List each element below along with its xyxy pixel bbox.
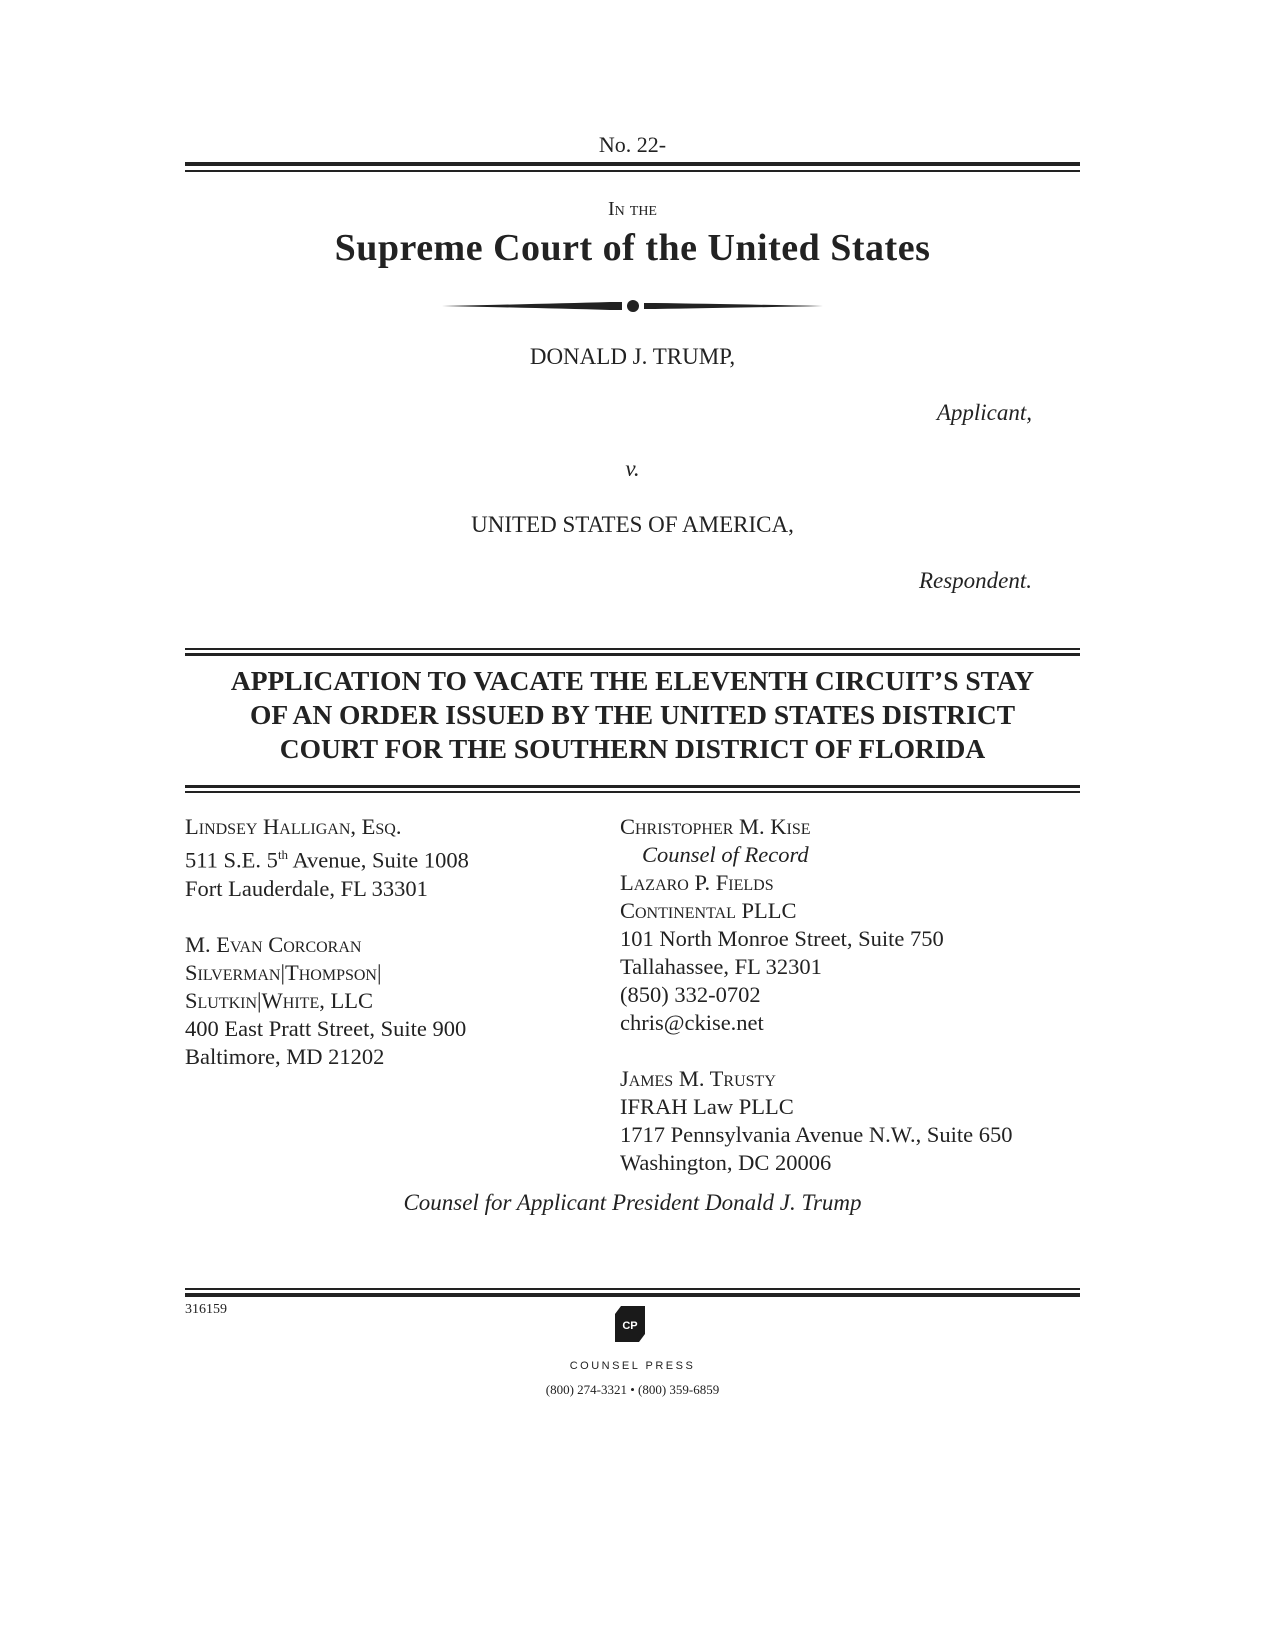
title-rule-bottom-thick [185,785,1080,788]
title-rule-bottom-thin [185,791,1080,793]
counsel-left-column [185,813,595,1071]
counsel-address: 101 North Monroe Street, Suite 750 [620,926,944,951]
counsel-city: Baltimore, MD 21202 [185,1043,385,1069]
title-line: APPLICATION TO VACATE THE ELEVENTH CIRCUIT’S STAY [230,665,1035,696]
application-title [0,664,1265,766]
top-rule-thin [185,170,1080,172]
counsel-name: M. Evan Corcoran [185,931,362,957]
applicant-name: DONALD J. TRUMP, [529,344,736,369]
docket-number: No. 22- [598,132,667,157]
counsel-firm: Slutkin|White, LLC [185,987,373,1013]
logo-text: CP [622,1320,638,1332]
counsel-name: Christopher M. Kise [620,814,811,839]
printer-name: COUNSEL PRESS [569,1360,696,1372]
counsel-city: Washington, DC 20006 [620,1150,832,1175]
footer-rule-thin [185,1288,1080,1290]
counsel-name: Lazaro P. Fields [620,870,774,895]
counsel-name: Lindsey Halligan, Esq. [185,814,402,839]
title-line: OF AN ORDER ISSUED BY THE UNITED STATES DISTRICT [249,699,1016,730]
counsel-press-logo-icon [613,1304,647,1344]
counsel-right-column [620,813,1080,1177]
counsel-role: Counsel of Record [642,842,809,867]
title-line: COURT FOR THE SOUTHERN DISTRICT OF FLORIDA [279,733,986,764]
counsel-address: 1717 Pennsylvania Avenue N.W., Suite 650 [620,1122,1013,1147]
applicant-label: Applicant, [936,400,1032,425]
court-name: Supreme Court of the United States [334,227,931,269]
counsel-name: James M. Trusty [620,1066,776,1091]
counsel-city: Fort Lauderdale, FL 33301 [185,875,428,901]
footer-rule-thick [185,1293,1080,1297]
court-preamble: In the [608,198,657,220]
counsel-address: 511 S.E. 5th Avenue, Suite 1008 [185,847,469,873]
counsel-address: 400 East Pratt Street, Suite 900 [185,1015,467,1041]
counsel-firm: Continental PLLC [620,898,797,923]
counsel-city: Tallahassee, FL 32301 [620,954,822,979]
document-number: 316159 [185,1302,227,1317]
ornament-divider [440,298,825,314]
title-rule-top-thick [185,653,1080,656]
counsel-phone: (850) 332-0702 [620,982,761,1007]
respondent-name: UNITED STATES OF AMERICA, [471,512,794,537]
counsel-email: chris@ckise.net [620,1010,764,1035]
top-rule-thick [185,162,1080,166]
counsel-firm: Silverman|Thompson| [185,959,382,985]
printer-phones: (800) 274-3321 • (800) 359-6859 [545,1382,720,1397]
versus: v. [625,456,640,481]
counsel-firm: IFRAH Law PLLC [620,1094,794,1119]
title-rule-top-thin [185,648,1080,650]
respondent-label: Respondent. [918,568,1032,593]
counsel-for-line: Counsel for Applicant President Donald J. Trump [403,1190,862,1215]
